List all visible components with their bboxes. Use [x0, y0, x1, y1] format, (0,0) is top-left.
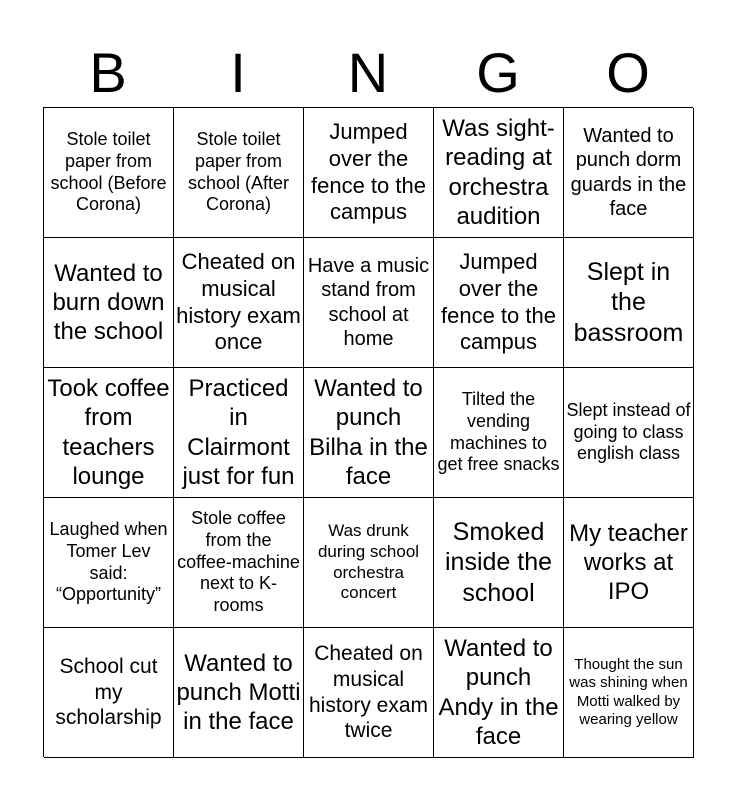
- cell-text: Slept in the bassroom: [573, 257, 684, 347]
- bingo-cell[interactable]: [44, 368, 174, 498]
- header-letter-o: O: [606, 41, 650, 104]
- cell-text: Was sight-reading at orchestra audition: [442, 114, 555, 230]
- bingo-cell[interactable]: [174, 628, 304, 758]
- bingo-cell[interactable]: [304, 108, 434, 238]
- header-letter-g: G: [476, 41, 520, 104]
- cell-text: Stole toilet paper from school (After Corona): [187, 128, 290, 215]
- bingo-cell[interactable]: [564, 238, 694, 368]
- header-letter-n: N: [347, 41, 389, 104]
- bingo-cell[interactable]: [44, 108, 174, 238]
- cell-text: Jumped over the fence to the campus: [441, 248, 556, 355]
- cell-text: Stole toilet paper from school (Before Corona): [50, 128, 167, 215]
- cell-text: Thought the sun was shining when Motti walked by wearing yellow: [569, 655, 688, 728]
- bingo-cell[interactable]: [44, 238, 174, 368]
- cell-text: Slept instead of going to class english class: [566, 399, 691, 464]
- cell-text: Have a music stand from school at home: [307, 254, 430, 350]
- bingo-cell[interactable]: [174, 498, 304, 628]
- cell-text: Jumped over the fence to the campus: [311, 118, 426, 225]
- cell-text: Wanted to punch Motti in the face: [176, 649, 301, 736]
- cell-text: My teacher works at IPO: [569, 519, 688, 606]
- bingo-grid: [43, 107, 693, 757]
- bingo-header: [43, 40, 693, 106]
- bingo-cell[interactable]: [434, 628, 564, 758]
- cell-text: Practiced in Clairmont just for fun: [182, 374, 295, 490]
- bingo-cell[interactable]: [304, 628, 434, 758]
- bingo-cell[interactable]: [174, 238, 304, 368]
- bingo-cell[interactable]: [564, 368, 694, 498]
- bingo-cell[interactable]: [174, 108, 304, 238]
- bingo-cell[interactable]: [44, 628, 174, 758]
- bingo-cell[interactable]: [434, 498, 564, 628]
- bingo-cell[interactable]: [304, 238, 434, 368]
- bingo-cell[interactable]: [564, 498, 694, 628]
- bingo-cell[interactable]: [434, 368, 564, 498]
- cell-text: Smoked inside the school: [444, 517, 553, 607]
- bingo-cell[interactable]: [434, 108, 564, 238]
- bingo-cell[interactable]: [304, 368, 434, 498]
- cell-text: Tilted the vending machines to get free snacks: [437, 388, 560, 475]
- bingo-cell[interactable]: [564, 108, 694, 238]
- cell-text: Laughed when Tomer Lev said: “Opportunity”: [49, 518, 168, 605]
- cell-text: Cheated on musical history exam twice: [308, 642, 429, 743]
- bingo-cell[interactable]: [174, 368, 304, 498]
- cell-text: Wanted to punch dorm guards in the face: [570, 124, 687, 220]
- header-letter-b: B: [89, 41, 127, 104]
- bingo-cell[interactable]: [44, 498, 174, 628]
- bingo-cell[interactable]: [564, 628, 694, 758]
- cell-text: Stole coffee from the coffee-machine next to K-rooms: [177, 507, 300, 616]
- cell-text: Wanted to punch Andy in the face: [438, 634, 559, 750]
- cell-text: Wanted to punch Bilha in the face: [309, 374, 428, 490]
- cell-text: Cheated on musical history exam once: [176, 248, 301, 355]
- bingo-cell[interactable]: [434, 238, 564, 368]
- cell-text: Took coffee from teachers lounge: [47, 374, 170, 490]
- cell-text: School cut my scholarship: [55, 655, 162, 730]
- cell-text: Was drunk during school orchestra concert: [317, 521, 420, 603]
- bingo-cell[interactable]: [304, 498, 434, 628]
- cell-text: Wanted to burn down the school: [52, 259, 165, 346]
- header-letter-i: I: [230, 41, 246, 104]
